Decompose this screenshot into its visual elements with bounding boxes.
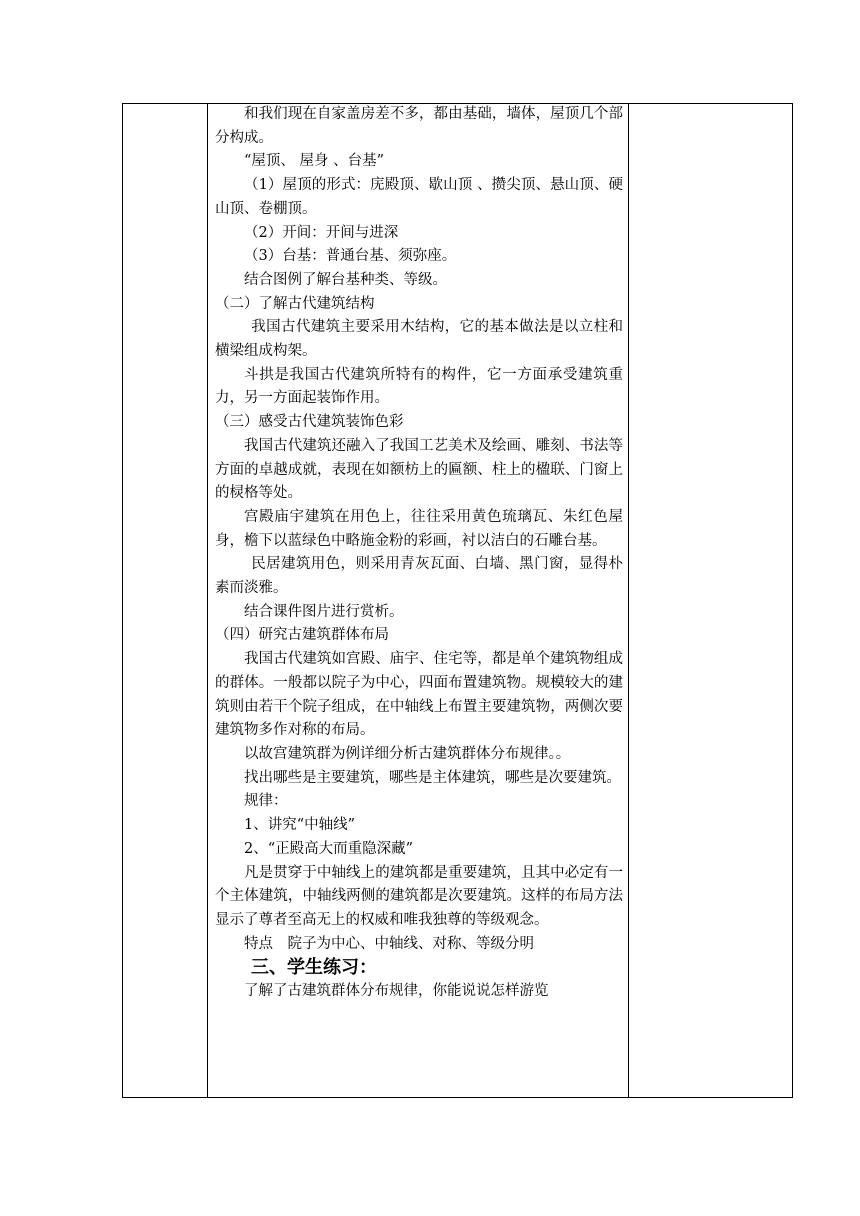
paragraph: 我国古代建筑主要采用木结构，它的基本做法是以立柱和横梁组成构架。	[215, 319, 623, 360]
section-heading: （二）了解古代建筑结构	[215, 295, 375, 312]
paragraph: “屋顶、 屋身 、台基”	[244, 153, 385, 170]
section-heading: （四）研究古建筑群体布局	[215, 627, 389, 644]
paragraph: 结合图例了解台基种类、等级。	[244, 271, 447, 288]
paragraph: 民居建筑用色，则采用青灰瓦面、白墙、黑门窗，显得朴素而淡雅。	[215, 556, 623, 597]
paragraph: 了解了古建筑群体分布规律，你能说说怎样游览	[244, 983, 549, 1000]
paragraph: 找出哪些是主要建筑，哪些是主体建筑，哪些是次要建筑。	[244, 769, 621, 786]
paragraph: 宫殿庙宇建筑在用色上，往往采用黄色琉璃瓦、朱红色屋身，檐下以蓝绿色中略施金粉的彩画，衬以洁白的石雕台基。	[215, 508, 623, 549]
paragraph: （2）开间：开间与进深	[244, 224, 399, 241]
paragraph: 凡是贯穿于中轴线上的建筑都是重要建筑，且其中必定有一个主体建筑，中轴线两侧的建筑都是次要建筑。这样的布局方法显示了尊者至高无上的权威和唯我独尊的等级观念。	[215, 864, 623, 928]
paragraph: 结合课件图片进行赏析。	[244, 603, 404, 620]
paragraph: 我国古代建筑如宫殿、庙宇、住宅等，都是单个建筑物组成的群体。一般都以院子为中心，四面布置建筑物。规模较大的建筑则由若干个院子组成，在中轴线上布置主要建筑物，两侧次要建筑物多作对称的布局。	[215, 651, 623, 739]
list-item: 1、讲究“中轴线”	[244, 817, 356, 834]
paragraph: 我国古代建筑还融入了我国工艺美术及绘画、雕刻、书法等方面的卓越成就，表现在如额枋上的匾额、柱上的楹联、门窗上的棂格等处。	[215, 437, 623, 502]
table-column-divider-left	[207, 104, 208, 1097]
paragraph: 特点 院子为中心、中轴线、对称、等级分明	[244, 935, 534, 952]
list-item: 2、“正殿高大而重隐深藏”	[244, 840, 414, 857]
paragraph: （1）屋顶的形式：庑殿顶、歇山顶 、攒尖顶、悬山顶、硬山顶、卷棚顶。	[215, 177, 623, 217]
major-section-heading: 三、学生练习：	[251, 957, 377, 979]
paragraph: （3）台基：普通台基、须弥座。	[244, 248, 457, 265]
paragraph: 斗拱是我国古代建筑所特有的构件，它一方面承受建筑重力，另一方面起装饰作用。	[215, 366, 623, 407]
table-column-divider-right	[628, 104, 629, 1097]
paragraph: 规律：	[244, 793, 288, 810]
section-heading: （三）感受古代建筑装饰色彩	[215, 414, 404, 431]
lesson-content-cell	[215, 103, 623, 1004]
paragraph: 以故宫建筑群为例详细分析古建筑群体分布规律。。	[244, 745, 571, 762]
paragraph: 和我们现在自家盖房差不多，都由基础，墙体，屋顶几个部分构成。	[215, 106, 623, 146]
